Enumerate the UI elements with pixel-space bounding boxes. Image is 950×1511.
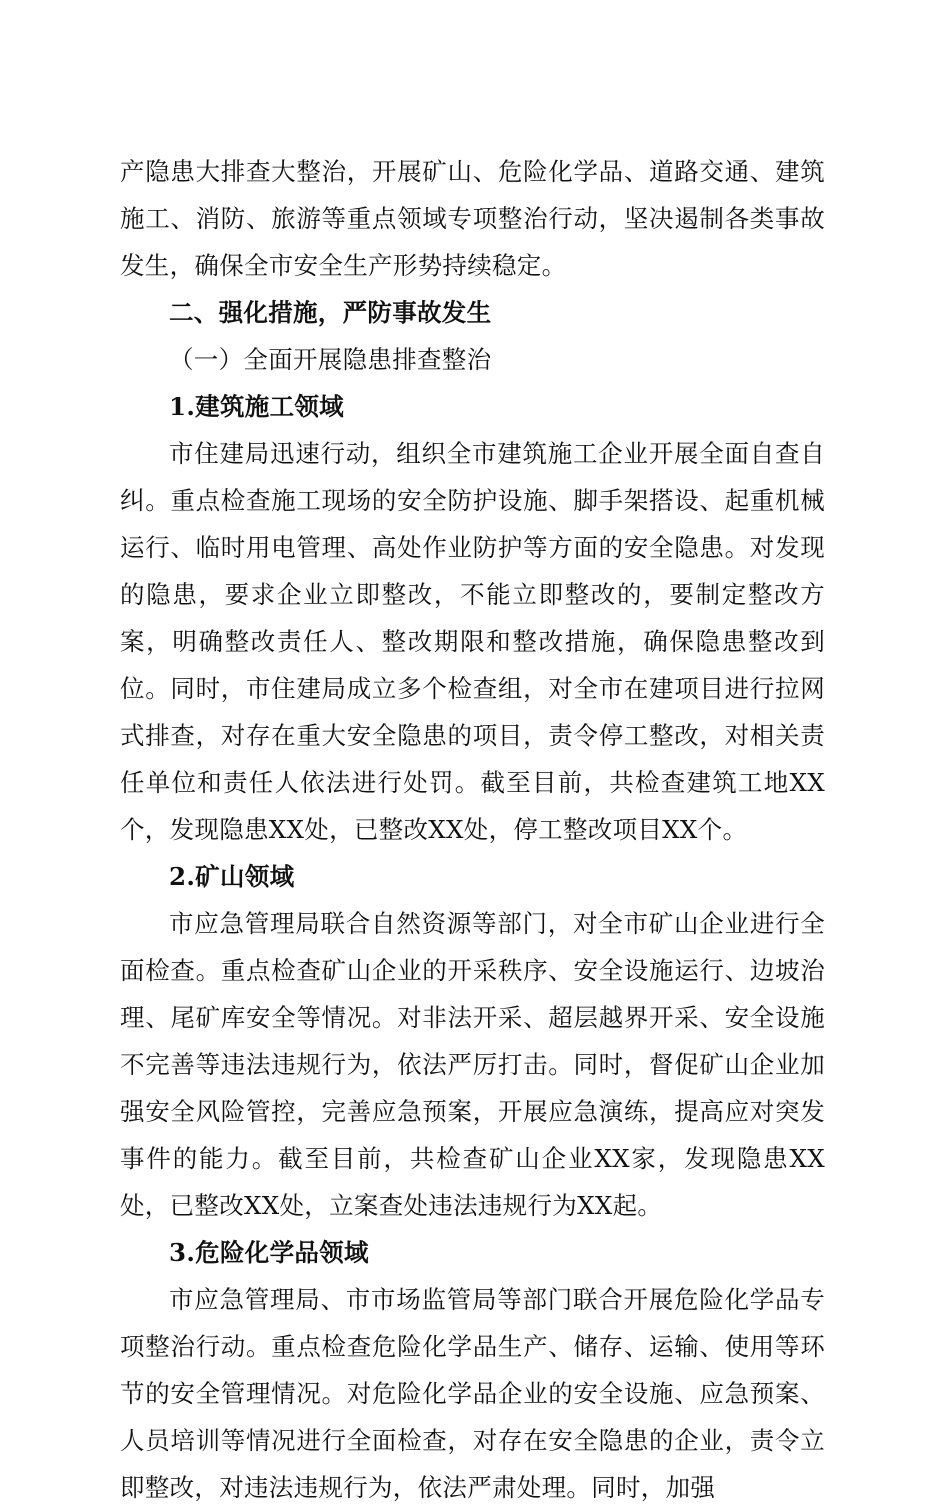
item-heading-mining: 2.矿山领域 bbox=[169, 862, 295, 891]
subsection-heading: （一）全面开展隐患排查整治 bbox=[169, 345, 492, 374]
paragraph-mining: 市应急管理局联合自然资源等部门，对全市矿山企业进行全面检查。重点检查矿山企业的开采秩序、安全设施运行、边坡治理、尾矿库安全等情况。对非法开采、超层越界开采、安全设施不完善等违法违规行为，依法严厉打击。同时，督促矿山企业加强安全风险管控，完善应急预案，开展应急演练，提高应对突发事件的能力。截至目前，共检查矿山企业XX家，发现隐患XX处，已整改XX处，立案查处违法违规行为XX起。 bbox=[120, 909, 825, 1220]
item-heading-construction: 1.建筑施工领域 bbox=[169, 392, 344, 421]
section-heading: 二、强化措施，严防事故发生 bbox=[169, 298, 492, 327]
document-body bbox=[120, 148, 825, 1511]
item-heading-chemicals: 3.危险化学品领域 bbox=[169, 1238, 369, 1267]
paragraph-construction: 市住建局迅速行动，组织全市建筑施工企业开展全面自查自纠。重点检查施工现场的安全防护设施、脚手架搭设、起重机械运行、临时用电管理、高处作业防护等方面的安全隐患。对发现的隐患，要求企业立即整改，不能立即整改的，要制定整改方案，明确整改责任人、整改期限和整改措施，确保隐患整改到位。同时，市住建局成立多个检查组，对全市在建项目进行拉网式排查，对存在重大安全隐患的项目，责令停工整改，对相关责任单位和责任人依法进行处罚。截至目前，共检查建筑工地XX个，发现隐患XX处，已整改XX处，停工整改项目XX个。 bbox=[120, 439, 825, 844]
paragraph-continuation: 产隐患大排查大整治，开展矿山、危险化学品、道路交通、建筑施工、消防、旅游等重点领域专项整治行动，坚决遏制各类事故发生，确保全市安全生产形势持续稳定。 bbox=[120, 157, 825, 280]
paragraph-chemicals: 市应急管理局、市市场监管局等部门联合开展危险化学品专项整治行动。重点检查危险化学品生产、储存、运输、使用等环节的安全管理情况。对危险化学品企业的安全设施、应急预案、人员培训等情况进行全面检查，对存在安全隐患的企业，责令立即整改，对违法违规行为，依法严肃处理。同时，加强 bbox=[120, 1285, 825, 1502]
